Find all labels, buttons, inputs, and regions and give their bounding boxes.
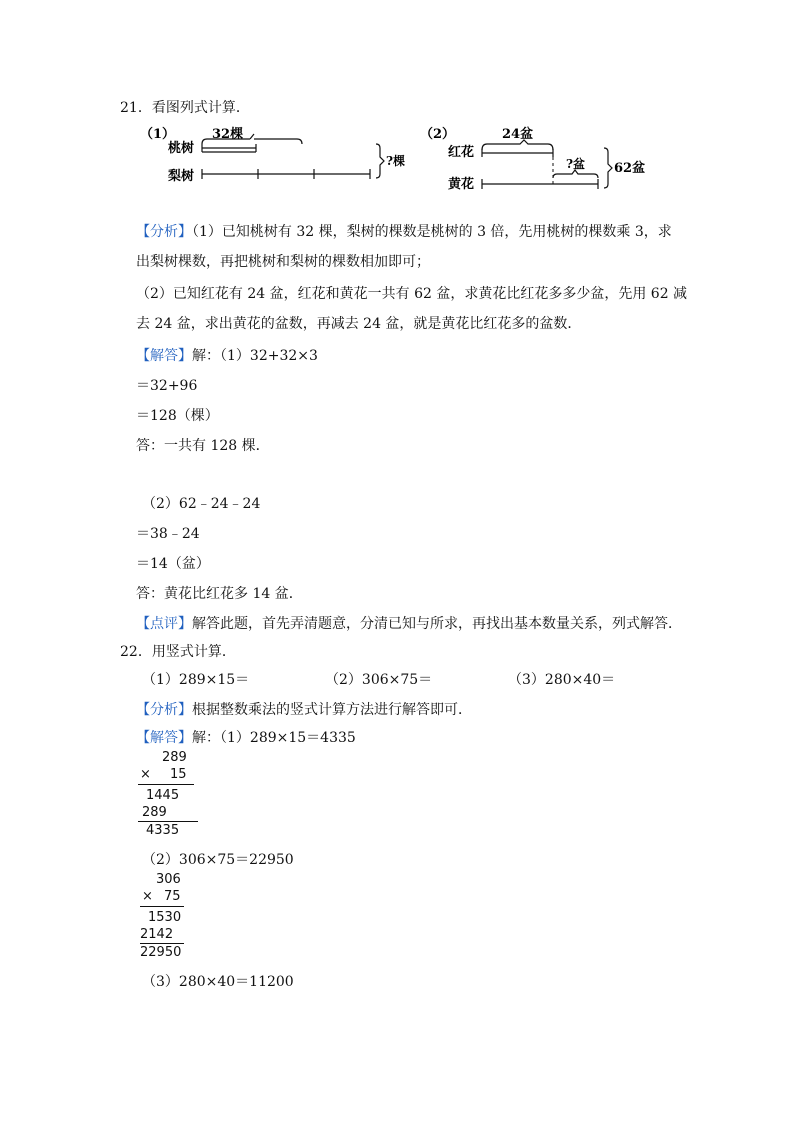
v1-result: 4335 (146, 823, 180, 838)
diagram1-number: （1） (140, 127, 176, 142)
q22-ans1-text: 解：（1）289×15＝4335 (192, 730, 356, 746)
q22-analysis-text: 根据整数乘法的竖式计算方法进行解答即可． (192, 702, 472, 718)
comment-tag: 【点评】 (136, 616, 192, 632)
analysis-1a: （1）已知桃树有 32 棵，梨树的棵数是桃树的 3 倍，先用桃树的棵数乘 3，求 (192, 224, 672, 240)
vertical-calc-2 (138, 872, 208, 962)
v2-top: 306 (156, 872, 181, 887)
answer-1-line2: ＝32+96 (136, 378, 198, 394)
pear-tree-label: 梨树 (168, 169, 195, 184)
answer-2-line4: 答：黄花比红花多 14 盆． (136, 586, 303, 602)
answer-1-line3: ＝128（棵） (136, 408, 219, 424)
v2-multiplier: 75 (164, 889, 181, 904)
comment-text: 解答此题，首先弄清题意，分清已知与所求，再找出基本数量关系，列式解答． (192, 616, 682, 632)
total-flowers-label: 62盆 (614, 161, 646, 176)
v1-partial-1: 1445 (146, 788, 180, 803)
q22-analysis (136, 700, 472, 720)
flower-diagram (420, 122, 650, 197)
v2-result: 22950 (140, 945, 182, 960)
problem-2: （2）306×75＝ (325, 672, 433, 688)
answer-1-line1 (136, 346, 318, 366)
vertical-calc-1 (138, 750, 208, 840)
analysis-tag: 【分析】 (136, 224, 192, 240)
q22-answer-1 (136, 728, 356, 748)
v2-partial-1: 1530 (148, 910, 182, 925)
yellow-flower-label: 黄花 (448, 177, 475, 192)
q22-answer-3: （3）280×40＝11200 (142, 974, 294, 990)
v2-times-sign: × (142, 889, 153, 904)
comment (136, 614, 682, 634)
v1-partial-2: 289 (142, 805, 167, 820)
answer-1-line4: 答：一共有 128 棵． (136, 438, 270, 454)
analysis-1b: 出梨树棵数，再把桃树和梨树的棵数相加即可； (136, 254, 430, 270)
v1-times-sign: × (140, 767, 151, 782)
answer-tag: 【解答】 (136, 348, 192, 364)
difference-label: ?盆 (566, 157, 586, 171)
diagram2-number: （2） (420, 127, 456, 142)
red-flower-label: 红花 (448, 145, 475, 160)
problem-1: （1）289×15＝ (142, 672, 250, 688)
v2-partial-2: 2142 (140, 927, 174, 942)
answer-2-line2: ＝38﹣24 (136, 526, 200, 542)
v1-top: 289 (162, 750, 187, 765)
total-trees-label: ?棵 (386, 154, 406, 168)
v1-multiplier: 15 (170, 767, 187, 782)
answer-2-line3: ＝14（盆） (136, 556, 210, 572)
analysis-2a: （2）已知红花有 24 盆，红花和黄花一共有 62 盆，求黄花比红花多多少盆，先用 62 减 (136, 286, 688, 302)
q22-title: 22．用竖式计算． (120, 644, 236, 660)
answer-2-line1: （2）62﹣24﹣24 (142, 496, 261, 512)
ans1-text: 解：（1）32+32×3 (192, 348, 318, 364)
peach-count-label: 32棵 (212, 127, 244, 142)
q22-answer-tag: 【解答】 (136, 730, 192, 746)
q22-analysis-tag: 【分析】 (136, 702, 192, 718)
peach-tree-label: 桃树 (168, 141, 195, 156)
red-count-label: 24盆 (502, 127, 534, 142)
tree-diagram (140, 122, 410, 192)
q22-answer-2: （2）306×75＝22950 (142, 852, 294, 868)
q21-title: 21．看图列式计算． (120, 100, 250, 116)
analysis-1 (136, 222, 672, 242)
problem-3: （3）280×40＝ (508, 672, 616, 688)
analysis-2b: 去 24 盆，求出黄花的盆数，再减去 24 盆，就是黄花比红花多的盆数． (136, 316, 582, 332)
